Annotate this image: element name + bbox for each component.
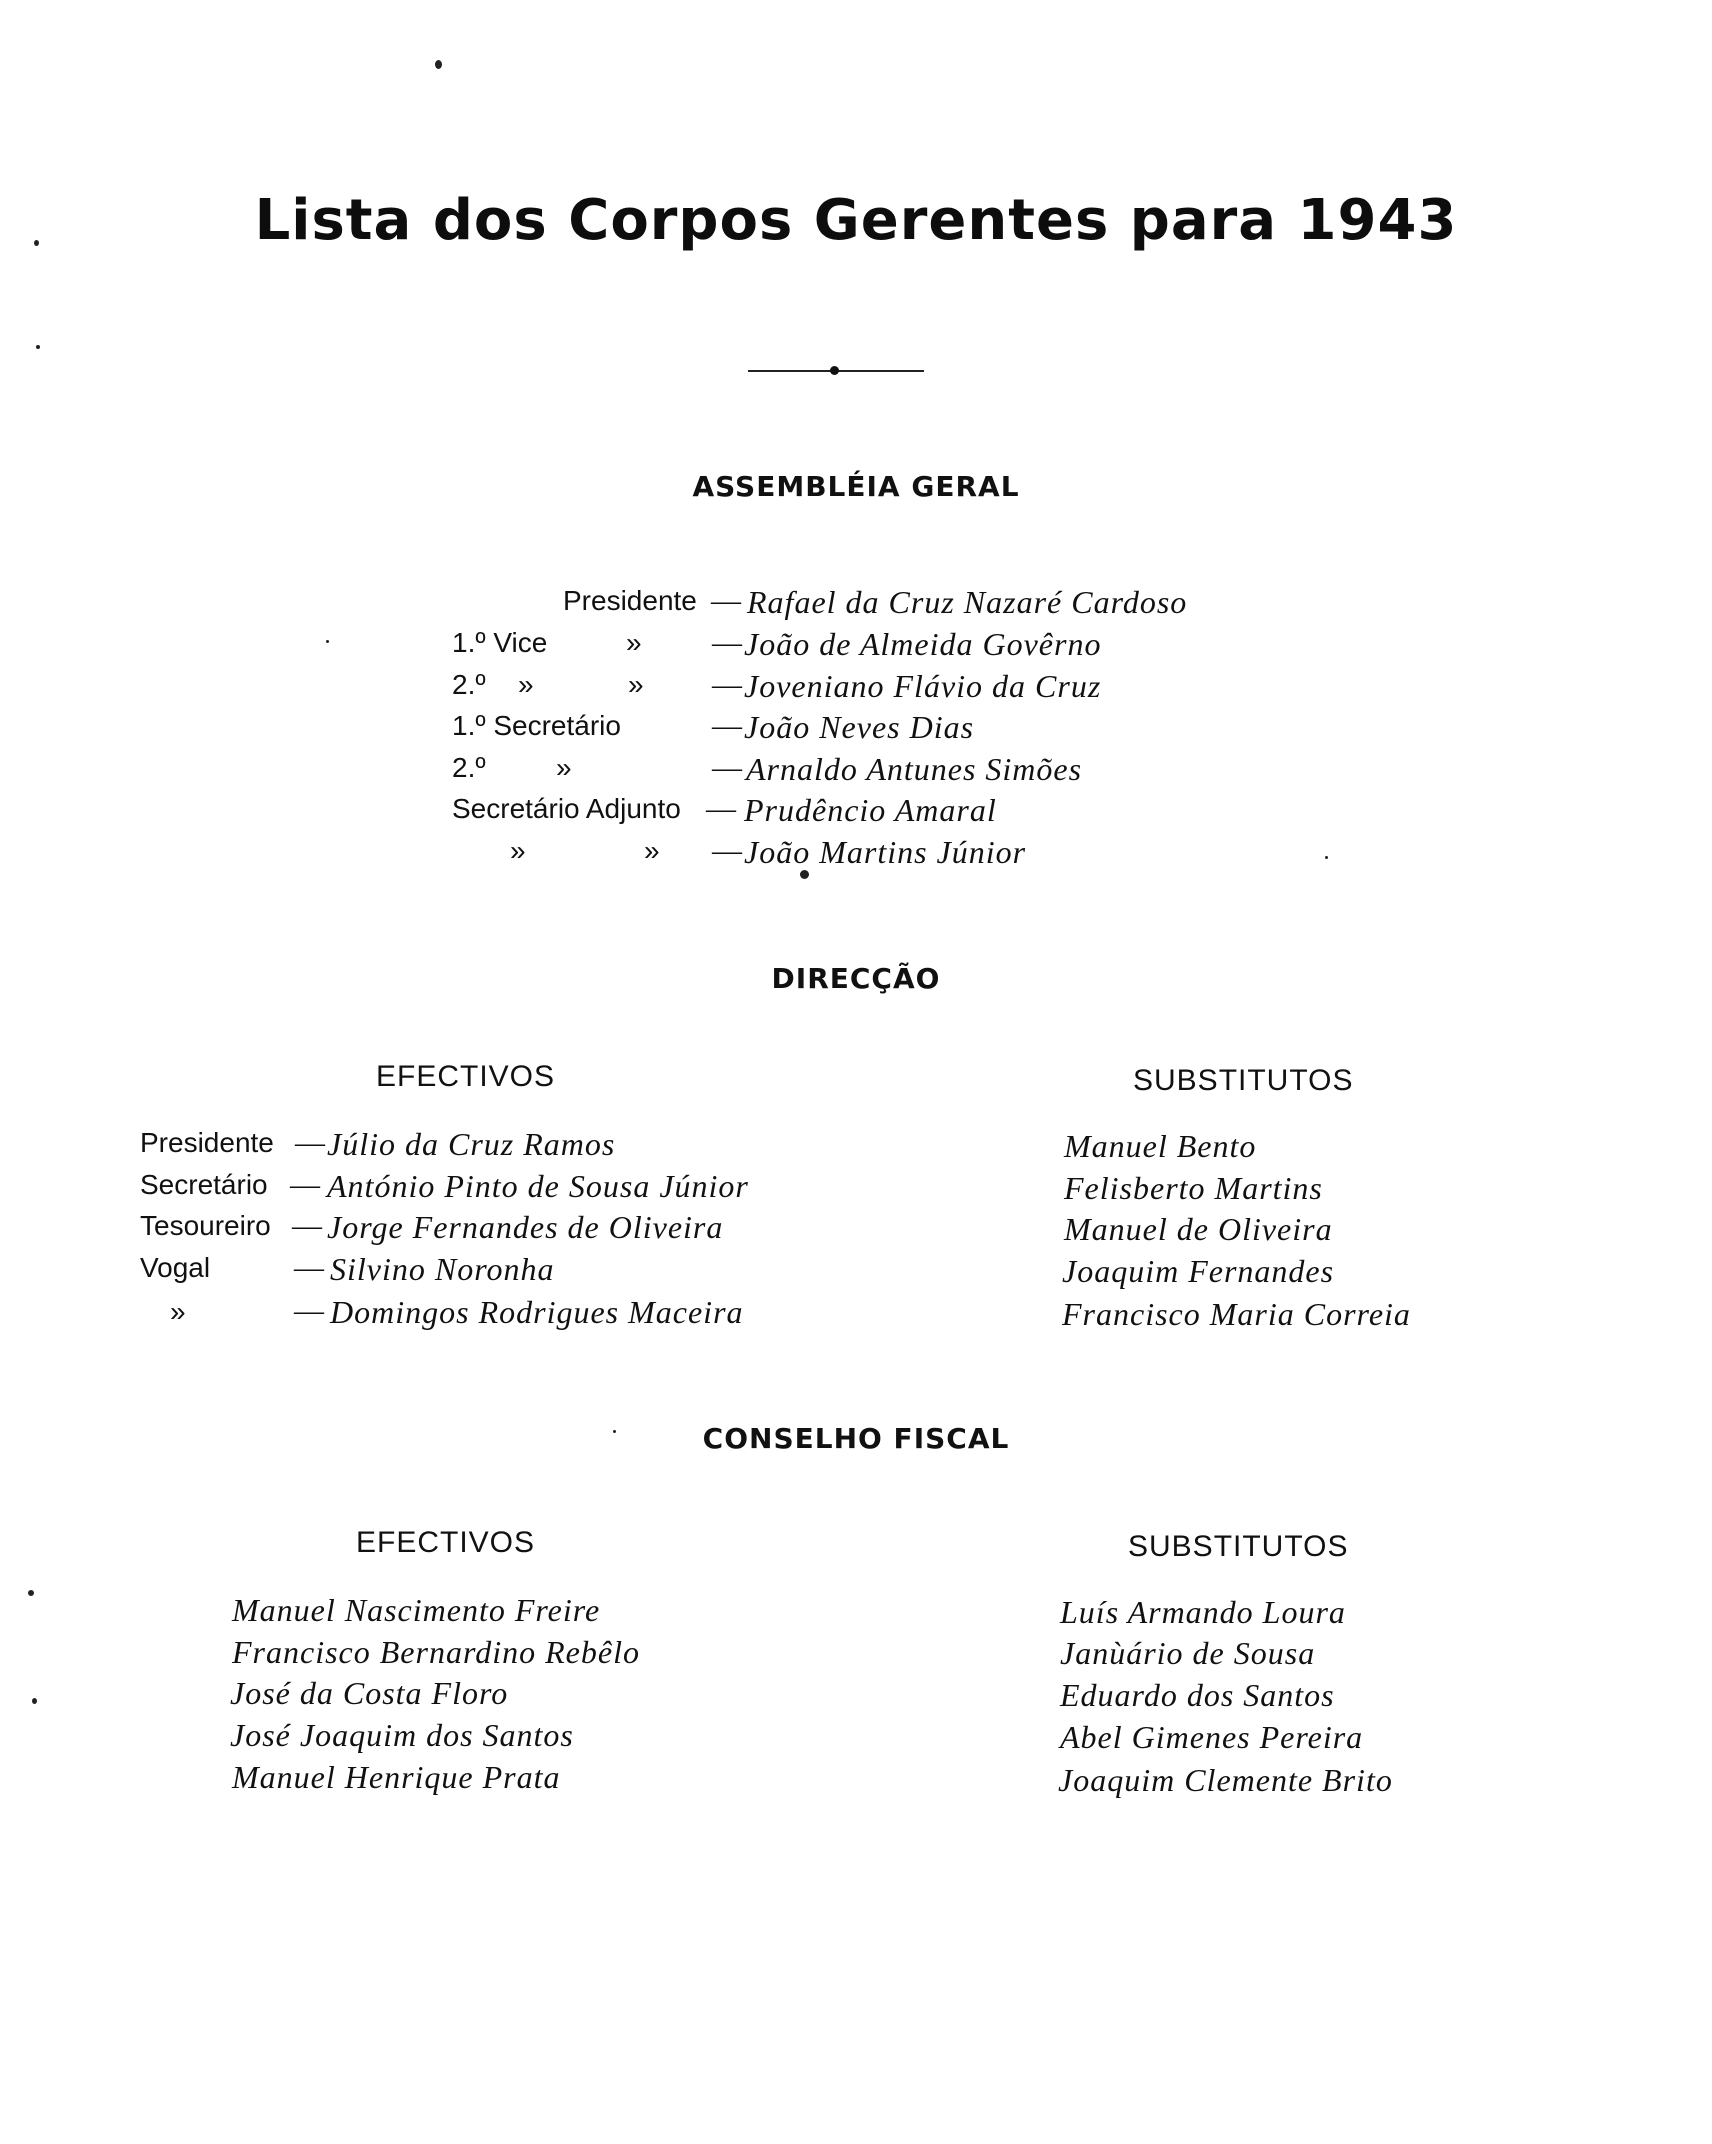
role-label: 2.º [452, 752, 486, 783]
member-name: Manuel Henrique Prata [232, 1759, 561, 1795]
ditto-mark: » [644, 835, 660, 866]
role-label: Presidente [140, 1127, 274, 1158]
member-name: João de Almeida Govêrno [744, 626, 1102, 662]
role-label: 2.º [452, 669, 486, 700]
scan-speck [34, 240, 39, 246]
ditto-mark: » [510, 835, 526, 866]
dash: — [712, 709, 742, 742]
dash: — [290, 1168, 320, 1201]
column-heading-substitutos: SUBSTITUTOS [1133, 1064, 1354, 1097]
column-heading-efectivos: EFECTIVOS [376, 1060, 556, 1093]
dash: — [712, 834, 742, 867]
member-name: Arnaldo Antunes Simões [746, 751, 1083, 787]
member-name: Joaquim Fernandes [1062, 1253, 1335, 1289]
scan-speck [613, 1430, 616, 1433]
member-name: Rafael da Cruz Nazaré Cardoso [747, 584, 1188, 620]
scan-speck [1325, 856, 1328, 859]
member-name: Manuel Nascimento Freire [232, 1592, 601, 1628]
role-label: Presidente [563, 585, 697, 616]
page-title: Lista dos Corpos Gerentes para 1943 [254, 188, 1458, 253]
column-heading-efectivos: EFECTIVOS [356, 1526, 536, 1559]
member-name: Joaquim Clemente Brito [1058, 1762, 1393, 1798]
dash: — [711, 584, 741, 617]
member-name: Prudêncio Amaral [744, 792, 997, 828]
divider-ornament [830, 366, 839, 375]
scan-speck [32, 1698, 37, 1704]
role-label: Secretário Adjunto [452, 793, 681, 824]
section-heading-conselho-fiscal: CONSELHO FISCAL [702, 1422, 1010, 1455]
member-name: Janùário de Sousa [1060, 1635, 1316, 1671]
member-name: Abel Gimenes Pereira [1060, 1719, 1364, 1755]
member-name: João Neves Dias [744, 709, 975, 745]
dash: — [712, 751, 742, 784]
role-label: Tesoureiro [140, 1210, 271, 1241]
dash: — [292, 1209, 322, 1242]
member-name: João Martins Júnior [744, 834, 1027, 870]
scan-speck [435, 60, 442, 69]
member-name: José da Costa Floro [230, 1675, 509, 1711]
role-label: 1.º Vice [452, 627, 548, 658]
member-name: Silvino Noronha [330, 1251, 555, 1287]
role-label: Vogal [140, 1252, 211, 1283]
scan-speck [800, 870, 809, 879]
scan-speck [326, 640, 329, 643]
role-label: Secretário [140, 1169, 268, 1200]
member-name: Francisco Maria Correia [1062, 1296, 1411, 1332]
member-name: Manuel Bento [1064, 1128, 1257, 1164]
section-heading-assembleia: ASSEMBLÉIA GERAL [692, 470, 1020, 503]
section-heading-direccao: DIRECÇÃO [771, 962, 941, 995]
dash: — [294, 1251, 324, 1284]
member-name: Manuel de Oliveira [1064, 1211, 1333, 1247]
role-label: 1.º Secretário [452, 710, 621, 741]
ditto-mark: » [556, 752, 572, 783]
member-name: Eduardo dos Santos [1060, 1677, 1335, 1713]
ditto-mark: » [628, 669, 644, 700]
dash: — [712, 626, 742, 659]
ditto-mark: » [518, 669, 534, 700]
member-name: Júlio da Cruz Ramos [327, 1126, 616, 1162]
dash: — [294, 1294, 324, 1327]
dash: — [712, 668, 742, 701]
member-name: Felisberto Martins [1064, 1170, 1323, 1206]
member-name: Joveniano Flávio da Cruz [744, 668, 1102, 704]
ditto-mark: » [626, 627, 642, 658]
dash: — [295, 1126, 325, 1159]
scan-speck [36, 345, 40, 349]
scan-speck [28, 1590, 34, 1596]
ditto-mark: » [170, 1296, 186, 1327]
member-name: Francisco Bernardino Rebêlo [232, 1634, 640, 1670]
member-name: Jorge Fernandes de Oliveira [327, 1209, 724, 1245]
dash: — [706, 792, 736, 825]
member-name: Luís Armando Loura [1060, 1594, 1346, 1630]
member-name: Domingos Rodrigues Maceira [330, 1294, 744, 1330]
column-heading-substitutos: SUBSTITUTOS [1128, 1530, 1349, 1563]
member-name: António Pinto de Sousa Júnior [327, 1168, 749, 1204]
member-name: José Joaquim dos Santos [230, 1717, 574, 1753]
